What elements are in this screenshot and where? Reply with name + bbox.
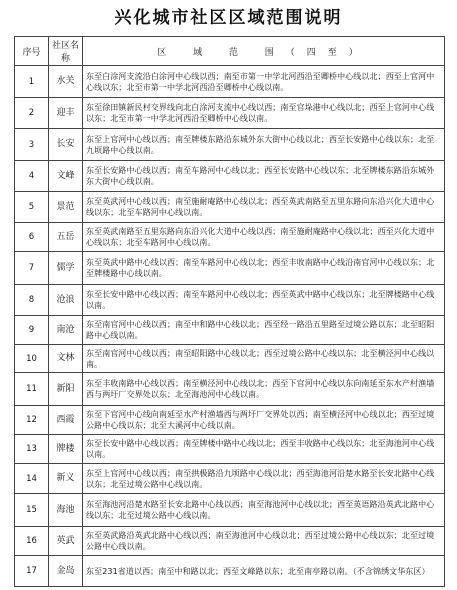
community-name: 水关 bbox=[49, 66, 83, 98]
table-row bbox=[15, 464, 445, 494]
row-number: 15 bbox=[15, 494, 49, 527]
community-name: 儒学 bbox=[49, 252, 83, 285]
table-body bbox=[15, 66, 445, 587]
community-name: 长安 bbox=[49, 129, 83, 161]
table-row bbox=[15, 345, 445, 373]
header-desc: 区 域 范 围（四至） bbox=[83, 37, 445, 66]
community-range-table bbox=[14, 36, 445, 587]
table-row bbox=[15, 285, 445, 316]
community-name: 英武 bbox=[49, 527, 83, 556]
row-number: 13 bbox=[15, 435, 49, 464]
range-description: 东至长安路中心线以西；南至车路河中心线以北；西至长安路中心线以东；北至牌楼东路沿东城外东大街中心线以南。 bbox=[83, 161, 445, 192]
community-name: 南沧 bbox=[49, 316, 83, 345]
range-description: 东至英武南路至五里东路向东沿兴化大道中心线以西；南至施耐庵路中心线以北；西至兴化大道中心线以东；北至车路河中心线以南。 bbox=[83, 223, 445, 252]
range-description: 东至长安中路中心线以西；南至车路河中心线以北；西至英武中路中心线以东；北至牌楼路中心线以南。 bbox=[83, 285, 445, 316]
range-description: 东至长安中路中心线以西；南至牌楼中路中心线以北；西至丰收路中心线以东；北至海池河中心线以南。 bbox=[83, 435, 445, 464]
range-description: 东至海池河沿楚水路至长安北路中心线以西；南至海池河中心线以北；西至英语路沿英武北路中心线以东；北至过境公路中心线以南。 bbox=[83, 494, 445, 527]
row-number: 4 bbox=[15, 161, 49, 192]
range-description: 东至上官河中心线以西；南至牌楼东路沿东城外东大街中心线以北；西至长安路中心线以东；北至九顷路中心线以南。 bbox=[83, 129, 445, 161]
range-description: 东至英武中路中心线以西；南至车路河中心线以北；西至丰收南路中心线沿南官河中心线以东；北至牌楼路中心线以南。 bbox=[83, 252, 445, 285]
range-description: 东至上官河中心线以西；南至拱极路沿九顷路中心线以北；西至海池河沿楚水路至长安北路中心线以东；北至过境公路中心线以南。 bbox=[83, 464, 445, 494]
range-description: 东至下官河中心线向南延至水产村渔墙西与两圩厂交界处以西；南至横泾河中心线以北；西至过境公路中心线以东；北至大溪河中心线以南。 bbox=[83, 406, 445, 435]
table-row bbox=[15, 373, 445, 406]
page-title: 兴化城市社区区域范围说明 bbox=[114, 8, 343, 28]
row-number: 1 bbox=[15, 66, 49, 98]
table-row bbox=[15, 129, 445, 161]
range-description: 东至英武河中心线以西；南至施耐庵路中心线以北；西至英武南路至五里东路向东沿兴化大道中心线以东；北至车路河中心线以南。 bbox=[83, 192, 445, 223]
community-name: 新义 bbox=[49, 464, 83, 494]
community-name: 金岛 bbox=[49, 556, 83, 587]
row-number: 8 bbox=[15, 285, 49, 316]
community-name: 五岳 bbox=[49, 223, 83, 252]
row-number: 16 bbox=[15, 527, 49, 556]
row-number: 14 bbox=[15, 464, 49, 494]
table-row bbox=[15, 316, 445, 345]
row-number: 9 bbox=[15, 316, 49, 345]
row-number: 7 bbox=[15, 252, 49, 285]
table-row bbox=[15, 66, 445, 98]
community-name: 文林 bbox=[49, 345, 83, 373]
community-name: 沧浪 bbox=[49, 285, 83, 316]
table-row bbox=[15, 161, 445, 192]
row-number: 17 bbox=[15, 556, 49, 587]
row-number: 3 bbox=[15, 129, 49, 161]
row-number: 6 bbox=[15, 223, 49, 252]
row-number: 5 bbox=[15, 192, 49, 223]
range-description: 东至白涂河支流沿白涂河中心线以西；南至市第一中学北河西沿至卿桥中心线以北；西至上官河中心线以东；北至市第一中学北河西沿至卿桥中心线以南。 bbox=[83, 66, 445, 98]
row-number: 2 bbox=[15, 98, 49, 129]
table-header-row bbox=[15, 37, 445, 66]
community-name: 迎丰 bbox=[49, 98, 83, 129]
table-row bbox=[15, 406, 445, 435]
row-number: 11 bbox=[15, 373, 49, 406]
community-name: 牌楼 bbox=[49, 435, 83, 464]
range-description: 东至丰收南路中心线以西；南至横泾河中心线以北；西至下官河中心线以东向南延至东水产村渔墙西与两圩厂交界处以东；北至海池河中心线以南。 bbox=[83, 373, 445, 406]
row-number: 10 bbox=[15, 345, 49, 373]
table-row bbox=[15, 223, 445, 252]
community-name: 景范 bbox=[49, 192, 83, 223]
header-seq: 序号 bbox=[15, 37, 49, 66]
range-description: 东至徐田镇新民村交界线向北白涂河支流中心线以西；南至官垛港中心线以北；西至上官河中心线以东；北至市第一中学北河西沿至卿桥中心线以南。 bbox=[83, 98, 445, 129]
table-row bbox=[15, 435, 445, 464]
table-row bbox=[15, 192, 445, 223]
table-row bbox=[15, 98, 445, 129]
community-name: 新阳 bbox=[49, 373, 83, 406]
community-name: 西霞 bbox=[49, 406, 83, 435]
range-description: 东至南官河中心线以西；南至昭阳路中心线以北；西至过境公路中心线以东；北至横泾河中心线以南。 bbox=[83, 345, 445, 373]
range-description: 东至231省道以西；南至中和路以北；西至文峰路以东；北至南亭路以南。（不含锦绣文华东区） bbox=[83, 556, 445, 587]
table-row bbox=[15, 527, 445, 556]
header-name: 社区名称 bbox=[49, 37, 83, 66]
row-number: 12 bbox=[15, 406, 49, 435]
community-name: 海池 bbox=[49, 494, 83, 527]
range-description: 东至英武路沿英武北路中心线以西；南至海池河中心线以北；西至过境公路中心线以东；北至过境公路中心线以南。 bbox=[83, 527, 445, 556]
table-row bbox=[15, 556, 445, 587]
range-description: 东至南官河中心线以西；南至中和路中心线以北；西至经一路沿五里路至过境公路以东；北至昭阳路中心线以南。 bbox=[83, 316, 445, 345]
community-name: 文峰 bbox=[49, 161, 83, 192]
table-row bbox=[15, 252, 445, 285]
table-row bbox=[15, 494, 445, 527]
